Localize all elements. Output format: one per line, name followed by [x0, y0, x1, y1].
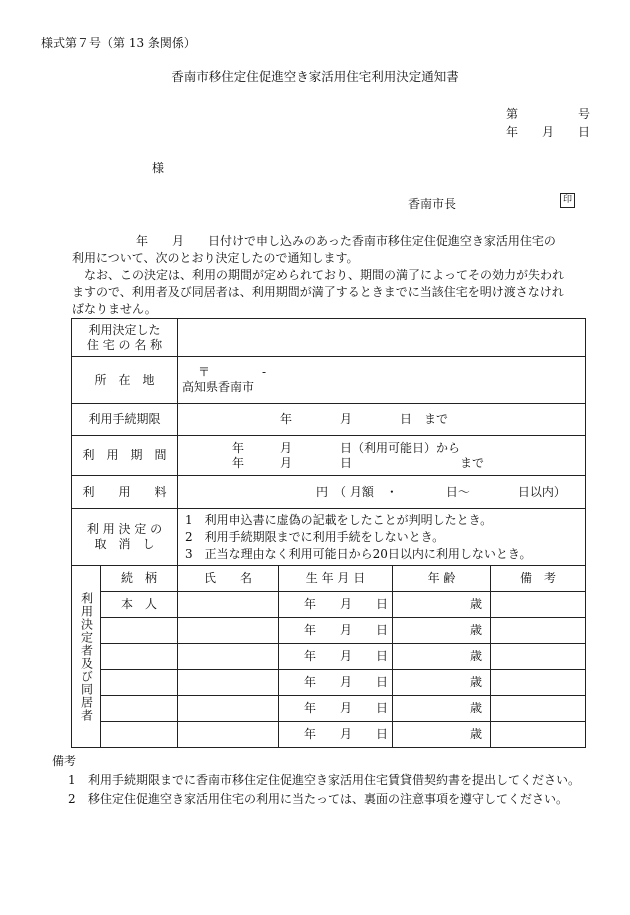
number-prefix: 第: [506, 107, 519, 121]
age-cell[interactable]: 歳: [393, 696, 491, 722]
cancel-label: 利 用 決 定 の 取 消 し: [72, 509, 178, 566]
remarks-cell[interactable]: [491, 618, 586, 644]
fee-label: 利 用 料: [72, 476, 178, 509]
relation-cell[interactable]: [101, 644, 178, 670]
table-row: [72, 722, 586, 748]
body-line: 年 月 日付けで申し込みのあった香南市移住定住促進空き家活用住宅の: [136, 234, 556, 248]
remarks-cell[interactable]: [491, 670, 586, 696]
age-cell[interactable]: 歳: [393, 592, 491, 618]
remarks-cell[interactable]: [491, 592, 586, 618]
deadline-field[interactable]: 年 月 日 まで: [178, 404, 586, 436]
name-cell[interactable]: [178, 644, 279, 670]
issuer-name: 香南市長: [408, 197, 457, 211]
remarks-cell[interactable]: [491, 722, 586, 748]
occupants-vertical-label: 利用決定者及び同居者: [72, 566, 101, 748]
period-field[interactable]: 年 月 日（利用可能日）から 年 月 日 まで: [178, 436, 586, 476]
header-birth: 生 年 月 日: [279, 566, 393, 592]
housing-name-field[interactable]: [178, 319, 586, 357]
relation-cell[interactable]: [101, 722, 178, 748]
birth-cell[interactable]: 年 月 日: [279, 722, 393, 748]
name-cell[interactable]: [178, 592, 279, 618]
date-year: 年: [506, 125, 519, 139]
document-title: 香南市移住定住促進空き家活用住宅利用決定通知書: [171, 69, 459, 84]
name-cell[interactable]: [178, 722, 279, 748]
table-row: [72, 618, 586, 644]
location-field[interactable]: [178, 357, 586, 404]
table-row: [72, 696, 586, 722]
postal-mark: 〒: [198, 365, 211, 379]
date-month: 月: [542, 125, 555, 139]
decision-table: [71, 318, 586, 748]
body-line: ますので、利用者及び同居者は、利用期間が満了するときまでに当該住宅を明け渡さなけれ: [72, 285, 564, 299]
location-value: 高知県香南市: [182, 380, 255, 394]
body-line: なお、この決定は、利用の期間が定められており、期間の満了によってその効力が失われ: [84, 268, 565, 282]
body-line: ばなりません。: [72, 302, 157, 316]
header-relation: 続 柄: [101, 566, 178, 592]
birth-cell[interactable]: 年 月 日: [279, 618, 393, 644]
age-cell[interactable]: 歳: [393, 722, 491, 748]
age-cell[interactable]: 歳: [393, 644, 491, 670]
table-row: [72, 670, 586, 696]
name-cell[interactable]: [178, 618, 279, 644]
relation-cell[interactable]: [101, 618, 178, 644]
name-cell[interactable]: [178, 696, 279, 722]
birth-cell[interactable]: 年 月 日: [279, 670, 393, 696]
cancel-reason: 1 利用申込書に虚偽の記載をしたことが判明したとき。: [185, 512, 493, 527]
date-day: 日: [578, 125, 591, 139]
remarks-cell[interactable]: [491, 696, 586, 722]
relation-cell[interactable]: [101, 696, 178, 722]
birth-cell[interactable]: 年 月 日: [279, 644, 393, 670]
table-row: [72, 644, 586, 670]
fee-field[interactable]: 円 （ 月額 ・ 日～ 日以内）: [178, 476, 586, 509]
housing-name-label: 利用決定した 住 宅 の 名 称: [72, 319, 178, 357]
notes-section: [52, 752, 580, 809]
remarks-cell[interactable]: [491, 644, 586, 670]
note-item: 2 移住定住促進空き家活用住宅の利用に当たっては、裏面の注意事項を遵守してください。: [68, 792, 569, 806]
birth-cell[interactable]: 年 月 日: [279, 696, 393, 722]
name-cell[interactable]: [178, 670, 279, 696]
age-cell[interactable]: 歳: [393, 670, 491, 696]
table-row: [72, 592, 586, 618]
body-line: 利用について、次のとおり決定したので通知します。: [72, 251, 359, 265]
number-suffix: 号: [578, 107, 591, 121]
note-item: 1 利用手続期限までに香南市移住定住促進空き家活用住宅賃貸借契約書を提出してください。: [68, 773, 581, 787]
notes-heading: 備考: [52, 754, 77, 768]
relation-cell[interactable]: 本 人: [101, 592, 178, 618]
header-remarks: 備 考: [491, 566, 586, 592]
cancel-reasons: [178, 509, 586, 566]
header-name: 氏 名: [178, 566, 279, 592]
postal-dash: -: [262, 365, 267, 379]
form-number: 様式第７号（第 13 条関係）: [41, 36, 196, 50]
relation-cell[interactable]: [101, 670, 178, 696]
seal-icon: 印: [560, 193, 575, 208]
age-cell[interactable]: 歳: [393, 618, 491, 644]
body-text: [72, 233, 592, 318]
header-age: 年 齢: [393, 566, 491, 592]
deadline-label: 利用手続期限: [72, 404, 178, 436]
cancel-reason: 2 利用手続期限までに利用手続をしないとき。: [185, 529, 445, 544]
birth-cell[interactable]: 年 月 日: [279, 592, 393, 618]
location-label: 所 在 地: [72, 357, 178, 404]
cancel-reason: 3 正当な理由なく利用可能日から20日以内に利用しないとき。: [185, 546, 532, 561]
addressee-suffix: 様: [152, 161, 165, 175]
period-label: 利 用 期 間: [72, 436, 178, 476]
